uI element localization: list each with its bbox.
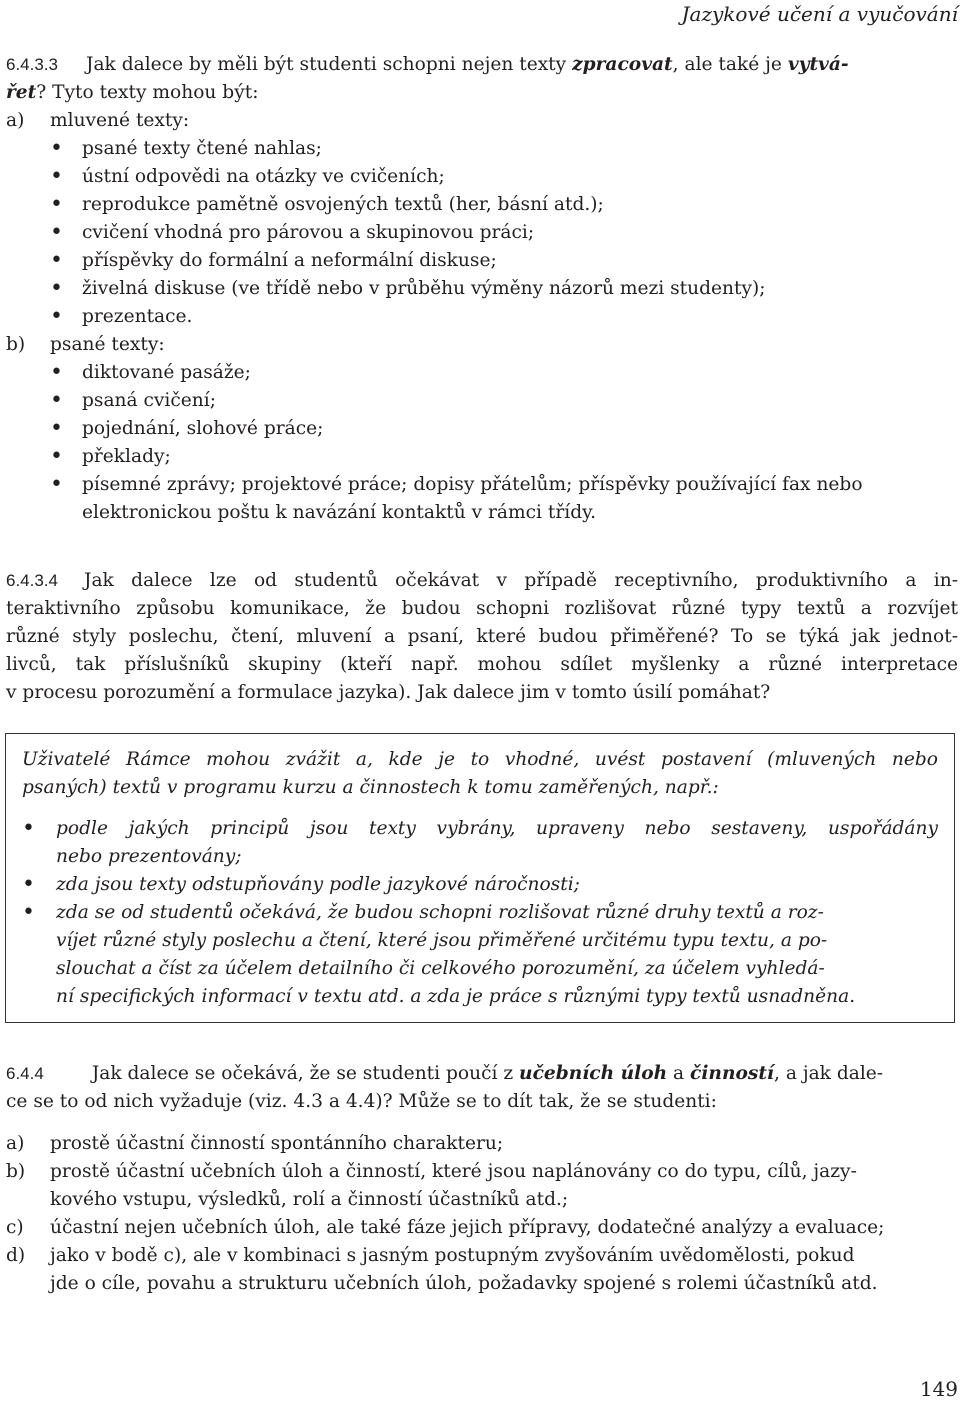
list-item [6, 443, 958, 471]
paragraph-text: , a jak dale- [774, 1063, 884, 1084]
list-item-text: reprodukce pamětně osvojených textů (her, básní atd.); [82, 194, 604, 215]
list-item [6, 135, 958, 163]
emphasis-term: řet [6, 82, 37, 103]
box-intro-line: psaných) textů v programu kurzu a činnostech k tomu zaměřených, např.: [22, 777, 719, 798]
box-list-item [22, 871, 938, 899]
section-6-4-3-4 [6, 567, 958, 707]
paragraph-text: Jak dalece lze od studentů očekávat v případě receptivního, produktivního a in- [84, 570, 958, 591]
list-item [6, 303, 958, 331]
paragraph-line [6, 79, 958, 107]
bullet-icon: • [50, 472, 63, 497]
emphasis-term: činností [690, 1063, 774, 1084]
list-item-text: prostě účastní učebních úloh a činností, které jsou naplánovány co do typu, cílů, jazy- [50, 1161, 857, 1182]
list-marker: b) [6, 334, 26, 355]
paragraph-line: ce se to od nich vyžaduje (viz. 4.3 a 4.4)? Může se to dít tak, že se studenti: [6, 1091, 717, 1112]
list-item [6, 471, 958, 499]
bullet-icon: • [50, 360, 63, 385]
list-item-text: písemné zprávy; projektové práce; dopisy přátelům; příspěvky používající fax nebo [82, 474, 863, 495]
list-label-b [6, 331, 958, 359]
paragraph-text: ? Tyto texty mohou být: [36, 82, 259, 103]
list-item [6, 219, 958, 247]
bullet-icon: • [22, 900, 35, 925]
list-title: mluvené texty: [50, 110, 190, 131]
list-item-text: prostě účastní činností spontánního charakteru; [50, 1133, 504, 1154]
list-item-text: živelná diskuse (ve třídě nebo v průběhu výměny názorů mezi studenty); [82, 278, 766, 299]
bullet-icon: • [22, 816, 35, 841]
list-title: psané texty: [50, 334, 165, 355]
paragraph-line [6, 567, 958, 595]
section-6-4-4 [6, 1060, 958, 1298]
enum-item-a [6, 1130, 958, 1158]
guidance-box [5, 733, 955, 1023]
bullet-icon: • [50, 164, 63, 189]
section-number: 6.4.3.3 [6, 55, 58, 74]
list-item-continuation [6, 499, 958, 527]
paragraph-line: různé styly poslechu, čtení, mluvení a psaní, které budou přiměřené? To se týká jak jednot- [6, 626, 958, 647]
paragraph-line: teraktivního způsobu komunikace, že budou schopni rozlišovat různé typy textů a rozvíjet [6, 598, 958, 619]
bullet-list-spoken [6, 135, 958, 331]
list-marker: c) [6, 1217, 24, 1238]
list-item [6, 163, 958, 191]
list-item-text: diktované pasáže; [82, 362, 251, 383]
list-item-text: víjet různé styly poslechu a čtení, které jsou přiměřené určitému typu textu, a po- [56, 930, 828, 951]
paragraph-line [6, 1060, 958, 1088]
list-item-text: psaná cvičení; [82, 390, 216, 411]
paragraph-text: Jak dalece se očekává, že se studenti poučí z [91, 1063, 520, 1084]
list-item-text: prezentace. [82, 306, 193, 327]
bullet-icon: • [50, 304, 63, 329]
running-header: Jazykové učení a vyučování [681, 2, 958, 26]
box-list-item [22, 899, 938, 927]
enum-item-b [6, 1158, 958, 1186]
section-heading-line [6, 51, 958, 79]
list-item-text: jde o cíle, povahu a strukturu učebních úloh, požadavky spojené s rolemi účastníků atd. [50, 1273, 878, 1294]
bullet-icon: • [50, 416, 63, 441]
paragraph-text: a [667, 1063, 691, 1084]
bullet-icon: • [50, 444, 63, 469]
section-6-4-3-3 [6, 51, 958, 527]
list-item-text: zda se od studentů očekává, že budou schopni rozlišovat různé druhy textů a roz- [56, 902, 824, 923]
paragraph-text: Jak dalece by měli být studenti schopni nejen texty [86, 54, 573, 75]
list-item-text: jako v bodě c), ale v kombinaci s jasným postupným zvyšováním uvědomělosti, pokud [50, 1245, 855, 1266]
box-list-item-continuation [22, 955, 938, 983]
bullet-icon: • [50, 192, 63, 217]
box-list-item-continuation [22, 983, 938, 1011]
list-label-a [6, 107, 958, 135]
list-item-text: psané texty čtené nahlas; [82, 138, 322, 159]
paragraph-text: , ale také je [672, 54, 788, 75]
list-item-text: příspěvky do formální a neformální diskuse; [82, 250, 497, 271]
list-item-text: překlady; [82, 446, 171, 467]
list-item-text: pojednání, slohové práce; [82, 418, 324, 439]
page-number: 149 [919, 1377, 958, 1401]
paragraph-line: v procesu porozumění a formulace jazyka). Jak dalece jim v tomto úsilí pomáhat? [6, 682, 771, 703]
list-item-text: zda jsou texty odstupňovány podle jazykové náročnosti; [56, 874, 580, 895]
list-item-text: slouchat a číst za účelem detailního či celkového porozumění, za účelem vyhledá- [56, 958, 825, 979]
box-list-item-continuation [22, 843, 938, 871]
bullet-icon: • [50, 248, 63, 273]
emphasis-term: vytvá- [787, 54, 849, 75]
list-marker: a) [6, 110, 25, 131]
box-list-item-continuation [22, 927, 938, 955]
paragraph-line: livců, tak příslušníků skupiny (kteří např. mohou sdílet myšlenky a různé interpretace [6, 654, 958, 675]
list-item-text: kového vstupu, výsledků, rolí a činností účastníků atd.; [50, 1189, 569, 1210]
list-marker: d) [6, 1245, 26, 1266]
list-marker: a) [6, 1133, 25, 1154]
list-item [6, 275, 958, 303]
bullet-icon: • [50, 220, 63, 245]
enum-item-d-continuation [6, 1270, 958, 1298]
enum-item-b-continuation [6, 1186, 958, 1214]
list-item [6, 415, 958, 443]
bullet-icon: • [50, 388, 63, 413]
list-item-text: cvičení vhodná pro párovou a skupinovou práci; [82, 222, 535, 243]
list-item [6, 247, 958, 275]
box-list-item [22, 815, 938, 843]
enum-item-c [6, 1214, 958, 1242]
bullet-icon: • [22, 872, 35, 897]
list-item-text: účastní nejen učebních úloh, ale také fáze jejich přípravy, dodatečné analýzy a evaluace; [50, 1217, 885, 1238]
list-item-text: ústní odpovědi na otázky ve cvičeních; [82, 166, 445, 187]
bullet-list-written [6, 359, 958, 471]
box-intro-line: Uživatelé Rámce mohou zvážit a, kde je to vhodné, uvést postavení (mluvených nebo [22, 749, 938, 770]
emphasis-term: učebních úloh [519, 1063, 668, 1084]
list-item-text: podle jakých principů jsou texty vybrány, upraveny nebo sestaveny, uspořádány [56, 818, 938, 839]
bullet-icon: • [50, 276, 63, 301]
list-item [6, 191, 958, 219]
section-number: 6.4.3.4 [6, 571, 58, 590]
list-item-text: elektronickou poštu k navázání kontaktů v rámci třídy. [82, 502, 597, 523]
list-item [6, 359, 958, 387]
emphasis-term: zpracovat [572, 54, 673, 75]
section-number: 6.4.4 [6, 1064, 44, 1083]
list-item-text: ní specifických informací v textu atd. a zda je práce s různými typy textů usnadněna. [56, 986, 856, 1007]
bullet-icon: • [50, 136, 63, 161]
enum-item-d [6, 1242, 958, 1270]
list-item-text: nebo prezentovány; [56, 846, 242, 867]
list-item [6, 387, 958, 415]
list-marker: b) [6, 1161, 26, 1182]
